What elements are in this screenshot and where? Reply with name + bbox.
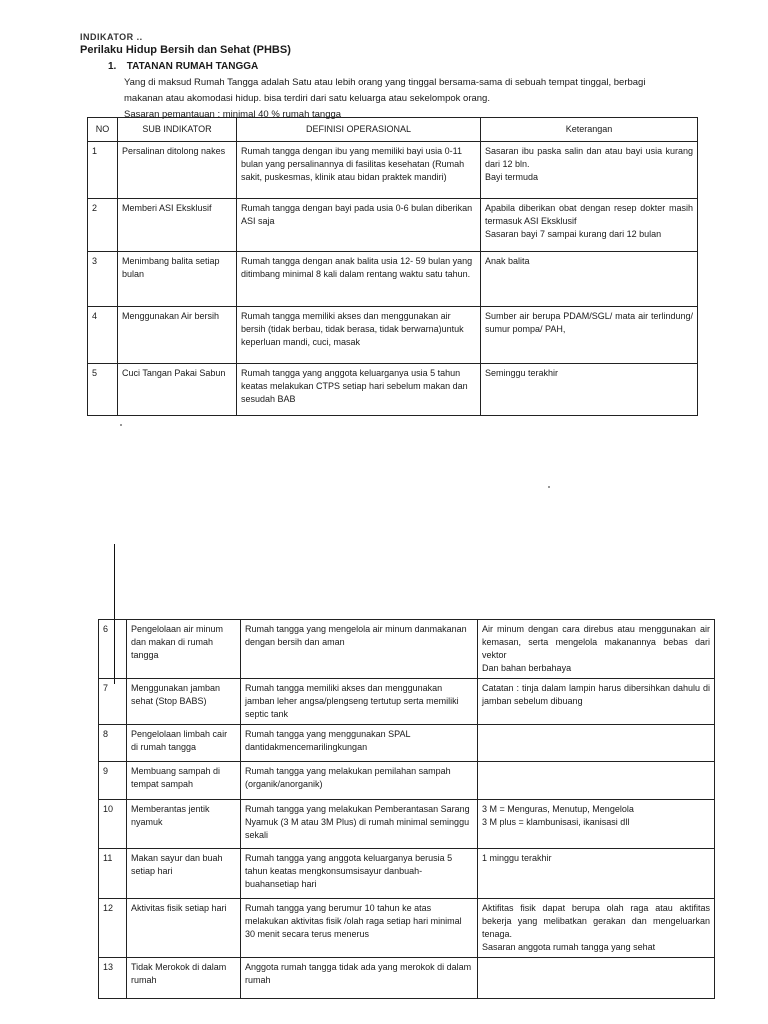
sub-indikator-cell: Cuci Tangan Pakai Sabun	[118, 364, 237, 416]
header-definisi-operasional: DEFINISI OPERASIONAL	[237, 118, 481, 142]
table-header-row	[88, 118, 698, 142]
row-number-cell: 12	[99, 899, 127, 958]
keterangan-cell	[478, 620, 715, 679]
header-keterangan: Keterangan	[481, 118, 698, 142]
keterangan-cell	[478, 899, 715, 958]
table-row	[99, 620, 715, 679]
sub-indikator-cell: Memberantas jentik nyamuk	[127, 800, 241, 849]
sub-indikator-cell: Memberi ASI Eksklusif	[118, 199, 237, 252]
keterangan-line: Dan bahan berbahaya	[482, 663, 572, 673]
definisi-cell: Rumah tangga dengan bayi pada usia 0-6 bulan diberikan ASI saja	[237, 199, 481, 252]
keterangan-line: 1 minggu terakhir	[482, 853, 552, 863]
keterangan-cell	[478, 725, 715, 762]
monitoring-target: Sasaran pemantauan : minimal 40 % rumah tangga	[124, 109, 342, 120]
keterangan-cell	[481, 142, 698, 199]
row-number-cell: 5	[88, 364, 118, 416]
definisi-cell: Rumah tangga memiliki akses dan menggunakan jamban leher angsa/plengseng tertutup serta memiliki septic tank	[241, 679, 478, 725]
section-number: 1.	[108, 61, 117, 72]
row-number-cell: 9	[99, 762, 127, 800]
row-number-cell: 7	[99, 679, 127, 725]
section-heading	[108, 61, 258, 72]
definisi-cell: Rumah tangga dengan ibu yang memiliki bayi usia 0-11 bulan yang persalinannya di fasilitas kesehatan (Rumah sakit, puskesmas, klinik atau bidan praktek mandiri)	[237, 142, 481, 199]
definisi-cell: Rumah tangga yang berumur 10 tahun ke atas melakukan aktivitas fisik /olah raga setiap hari minimal 30 menit secara terus menerus	[241, 899, 478, 958]
table-row	[88, 252, 698, 307]
document-title: Perilaku Hidup Bersih dan Sehat (PHBS)	[80, 44, 291, 56]
scan-speck	[120, 424, 122, 426]
definisi-cell: Rumah tangga yang menggunakan SPAL dantidakmencemarilingkungan	[241, 725, 478, 762]
definisi-cell: Rumah tangga memiliki akses dan menggunakan air bersih (tidak berbau, tidak berasa, tidak berwarna)untuk keperluan mandi, cuci, masak	[237, 307, 481, 364]
definisi-cell: Rumah tangga yang melakukan pemilahan sampah (organik/anorganik)	[241, 762, 478, 800]
table-row	[99, 899, 715, 958]
sub-indikator-cell: Tidak Merokok di dalam rumah	[127, 958, 241, 999]
table-row	[99, 725, 715, 762]
sub-indikator-cell: Menimbang balita setiap bulan	[118, 252, 237, 307]
indicator-table-part-1	[87, 117, 698, 416]
keterangan-cell	[481, 199, 698, 252]
sub-indikator-cell: Pengelolaan limbah cair di rumah tangga	[127, 725, 241, 762]
keterangan-line: Sasaran anggota rumah tangga yang sehat	[482, 942, 656, 952]
sub-indikator-cell: Menggunakan jamban sehat (Stop BABS)	[127, 679, 241, 725]
sub-indikator-cell: Menggunakan Air bersih	[118, 307, 237, 364]
keterangan-line: 3 M plus = klambunisasi, ikanisasi dll	[482, 817, 630, 827]
sub-indikator-cell: Persalinan ditolong nakes	[118, 142, 237, 199]
table-row	[88, 307, 698, 364]
keterangan-line: Sumber air berupa PDAM/SGL/ mata air terlindung/ sumur pompa/ PAH,	[485, 311, 693, 334]
keterangan-cell	[478, 800, 715, 849]
keterangan-cell	[481, 307, 698, 364]
row-number-cell: 4	[88, 307, 118, 364]
row-number-cell: 11	[99, 849, 127, 899]
section-title: TATANAN RUMAH TANGGA	[126, 61, 259, 72]
keterangan-line: Sasaran bayi 7 sampai kurang dari 12 bulan	[485, 229, 662, 239]
header-no: NO	[88, 118, 118, 142]
keterangan-line: Catatan : tinja dalam lampin harus dibersihkan dahulu di jamban sebelum dibuang	[482, 683, 710, 706]
definisi-cell: Rumah tangga yang anggota keluarganya berusia 5 tahun keatas mengkonsumsisayur danbuah-buahansetiap hari	[241, 849, 478, 899]
sub-indikator-cell: Membuang sampah di tempat sampah	[127, 762, 241, 800]
keterangan-line: Seminggu terakhir	[485, 368, 559, 378]
indicator-table-part-2	[98, 619, 715, 999]
keterangan-cell	[478, 849, 715, 899]
row-number-cell: 10	[99, 800, 127, 849]
keterangan-cell	[478, 679, 715, 725]
intro-line: makanan atau akomodasi hidup. bisa terdiri dari satu keluarga atau sekelompok orang.	[124, 93, 490, 104]
sub-indikator-cell: Aktivitas fisik setiap hari	[127, 899, 241, 958]
row-number-cell: 13	[99, 958, 127, 999]
keterangan-cell	[478, 958, 715, 999]
keterangan-line: Anak balita	[485, 256, 530, 266]
definisi-cell: Rumah tangga yang melakukan Pemberantasan Sarang Nyamuk (3 M atau 3M Plus) di rumah minimal seminggu sekali	[241, 800, 478, 849]
definisi-cell: Rumah tangga dengan anak balita usia 12- 59 bulan yang ditimbang minimal 8 kali dalam rentang waktu satu tahun.	[237, 252, 481, 307]
table-row	[99, 679, 715, 725]
keterangan-line: 3 M = Menguras, Menutup, Mengelola	[482, 804, 634, 814]
row-number-cell: 6	[99, 620, 127, 679]
table-row	[99, 849, 715, 899]
keterangan-line: Apabila diberikan obat dengan resep dokter masih termasuk ASI Eksklusif	[485, 203, 693, 226]
table-row	[99, 762, 715, 800]
scan-speck	[548, 486, 550, 488]
row-number-cell: 8	[99, 725, 127, 762]
definisi-cell: Anggota rumah tangga tidak ada yang merokok di dalam rumah	[241, 958, 478, 999]
keterangan-line: Bayi termuda	[485, 172, 539, 182]
cut-off-heading: INDIKATOR ..	[80, 32, 143, 42]
sub-indikator-cell: Pengelolaan air minum dan makan di rumah tangga	[127, 620, 241, 679]
intro-line: Yang di maksud Rumah Tangga adalah Satu atau lebih orang yang tinggal bersama-sama di sebuah tempat tinggal, berbagi	[124, 77, 646, 88]
table-row	[88, 142, 698, 199]
row-number-cell: 3	[88, 252, 118, 307]
intro-paragraph	[124, 75, 684, 123]
row-number-cell: 1	[88, 142, 118, 199]
table-row	[99, 958, 715, 999]
keterangan-cell	[478, 762, 715, 800]
keterangan-line: Sasaran ibu paska salin dan atau bayi usia kurang dari 12 bln.	[485, 146, 693, 169]
keterangan-line: Air minum dengan cara direbus atau menggunakan air kemasan, serta mengelola makanannya bebas dari vektor	[482, 624, 710, 660]
row-number-cell: 2	[88, 199, 118, 252]
table-row	[88, 199, 698, 252]
sub-indikator-cell: Makan sayur dan buah setiap hari	[127, 849, 241, 899]
keterangan-cell	[481, 364, 698, 416]
table-row	[88, 364, 698, 416]
header-sub-indikator: SUB INDIKATOR	[118, 118, 237, 142]
definisi-cell: Rumah tangga yang mengelola air minum danmakanan dengan bersih dan aman	[241, 620, 478, 679]
table-row	[99, 800, 715, 849]
keterangan-cell	[481, 252, 698, 307]
definisi-cell: Rumah tangga yang anggota keluarganya usia 5 tahun keatas melakukan CTPS setiap hari sebelum makan dan sesudah BAB	[237, 364, 481, 416]
keterangan-line: Aktifitas fisik dapat berupa olah raga atau aktifitas bekerja yang melibatkan gerakan dan mengeluarkan tenaga.	[482, 903, 710, 939]
